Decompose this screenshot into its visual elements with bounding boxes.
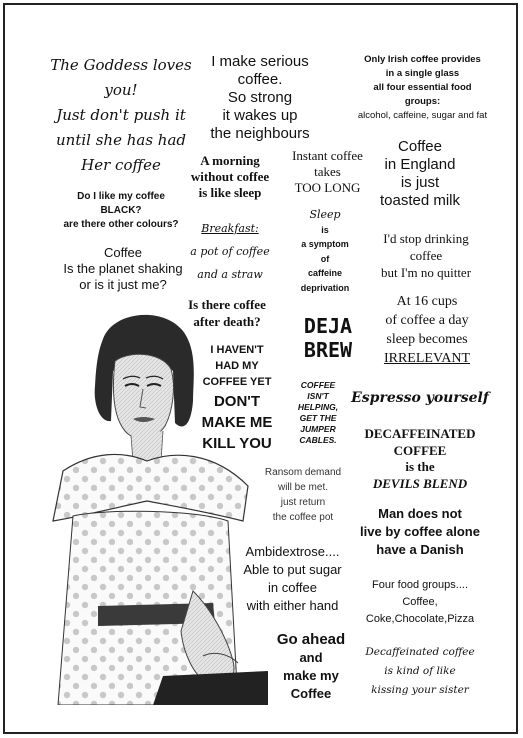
quote-danish: Man does not live by coffee alone have a Danish [360, 506, 480, 557]
quote-after-death: Is there coffee after death? [188, 297, 266, 329]
quote-sleep-symptom: Sleep is a symptom of caffeine deprivation [300, 208, 350, 293]
quote-irish-coffee: Only Irish coffee provides in a single glass all four essential food groups: alcohol, caffeine, sugar and fat [357, 54, 488, 121]
quote-go-ahead: Go ahead and make my Coffee [276, 631, 346, 701]
quote-instant-coffee: Instant coffee takes TOO LONG [292, 148, 363, 195]
quote-ransom-demand: Ransom demand will be met. just return the coffee pot [264, 467, 342, 523]
quote-four-food-groups: Four food groups.... Coffee, Coke,Chocolate,Pizza [365, 579, 475, 625]
quote-serious-coffee: I make serious coffee. So strong it wakes up the neighbours [210, 53, 310, 142]
quote-black-coffee: Do I like my coffee BLACK? are there other colours? [63, 191, 179, 230]
quote-england: Coffee in England is just toasted milk [379, 138, 461, 209]
quote-goddess: The Goddess loves you! Just don't push it until she has had Her coffee [50, 56, 192, 174]
quote-jumper-cables: COFFEE ISN'T HELPING, GET THE JUMPER CABLES. [297, 380, 339, 445]
quote-ambidextrose: Ambidextrose.... Able to put sugar in coffee with either hand [243, 544, 342, 613]
quote-no-quitter: I'd stop drinking coffee but I'm no quitter [380, 231, 472, 280]
sticker-sheet [3, 3, 518, 734]
quote-dont-make-me: DON'T MAKE ME KILL YOU [201, 393, 273, 452]
retro-woman-illustration [43, 311, 268, 705]
quote-havent-had-coffee: I HAVEN'T HAD MY COFFEE YET [202, 344, 272, 388]
quote-deja-brew: DEJA BREW [303, 314, 353, 362]
quote-breakfast: Breakfast: a pot of coffee and a straw [190, 222, 270, 281]
quote-decaf-devils-blend: DECAFFEINATED COFFEE is the DEVILS BLEND [364, 426, 476, 491]
quote-morning: A morning without coffee is like sleep [190, 153, 270, 200]
quote-planet-shaking: Coffee Is the planet shaking or is it just me? [63, 245, 183, 292]
quote-kissing-sister: Decaffeinated coffee is kind of like kissing your sister [365, 646, 475, 696]
quote-sixteen-cups: At 16 cups of coffee a day sleep becomes IRRELEVANT [383, 294, 471, 366]
quote-espresso-yourself: Espresso yourself [351, 390, 489, 406]
